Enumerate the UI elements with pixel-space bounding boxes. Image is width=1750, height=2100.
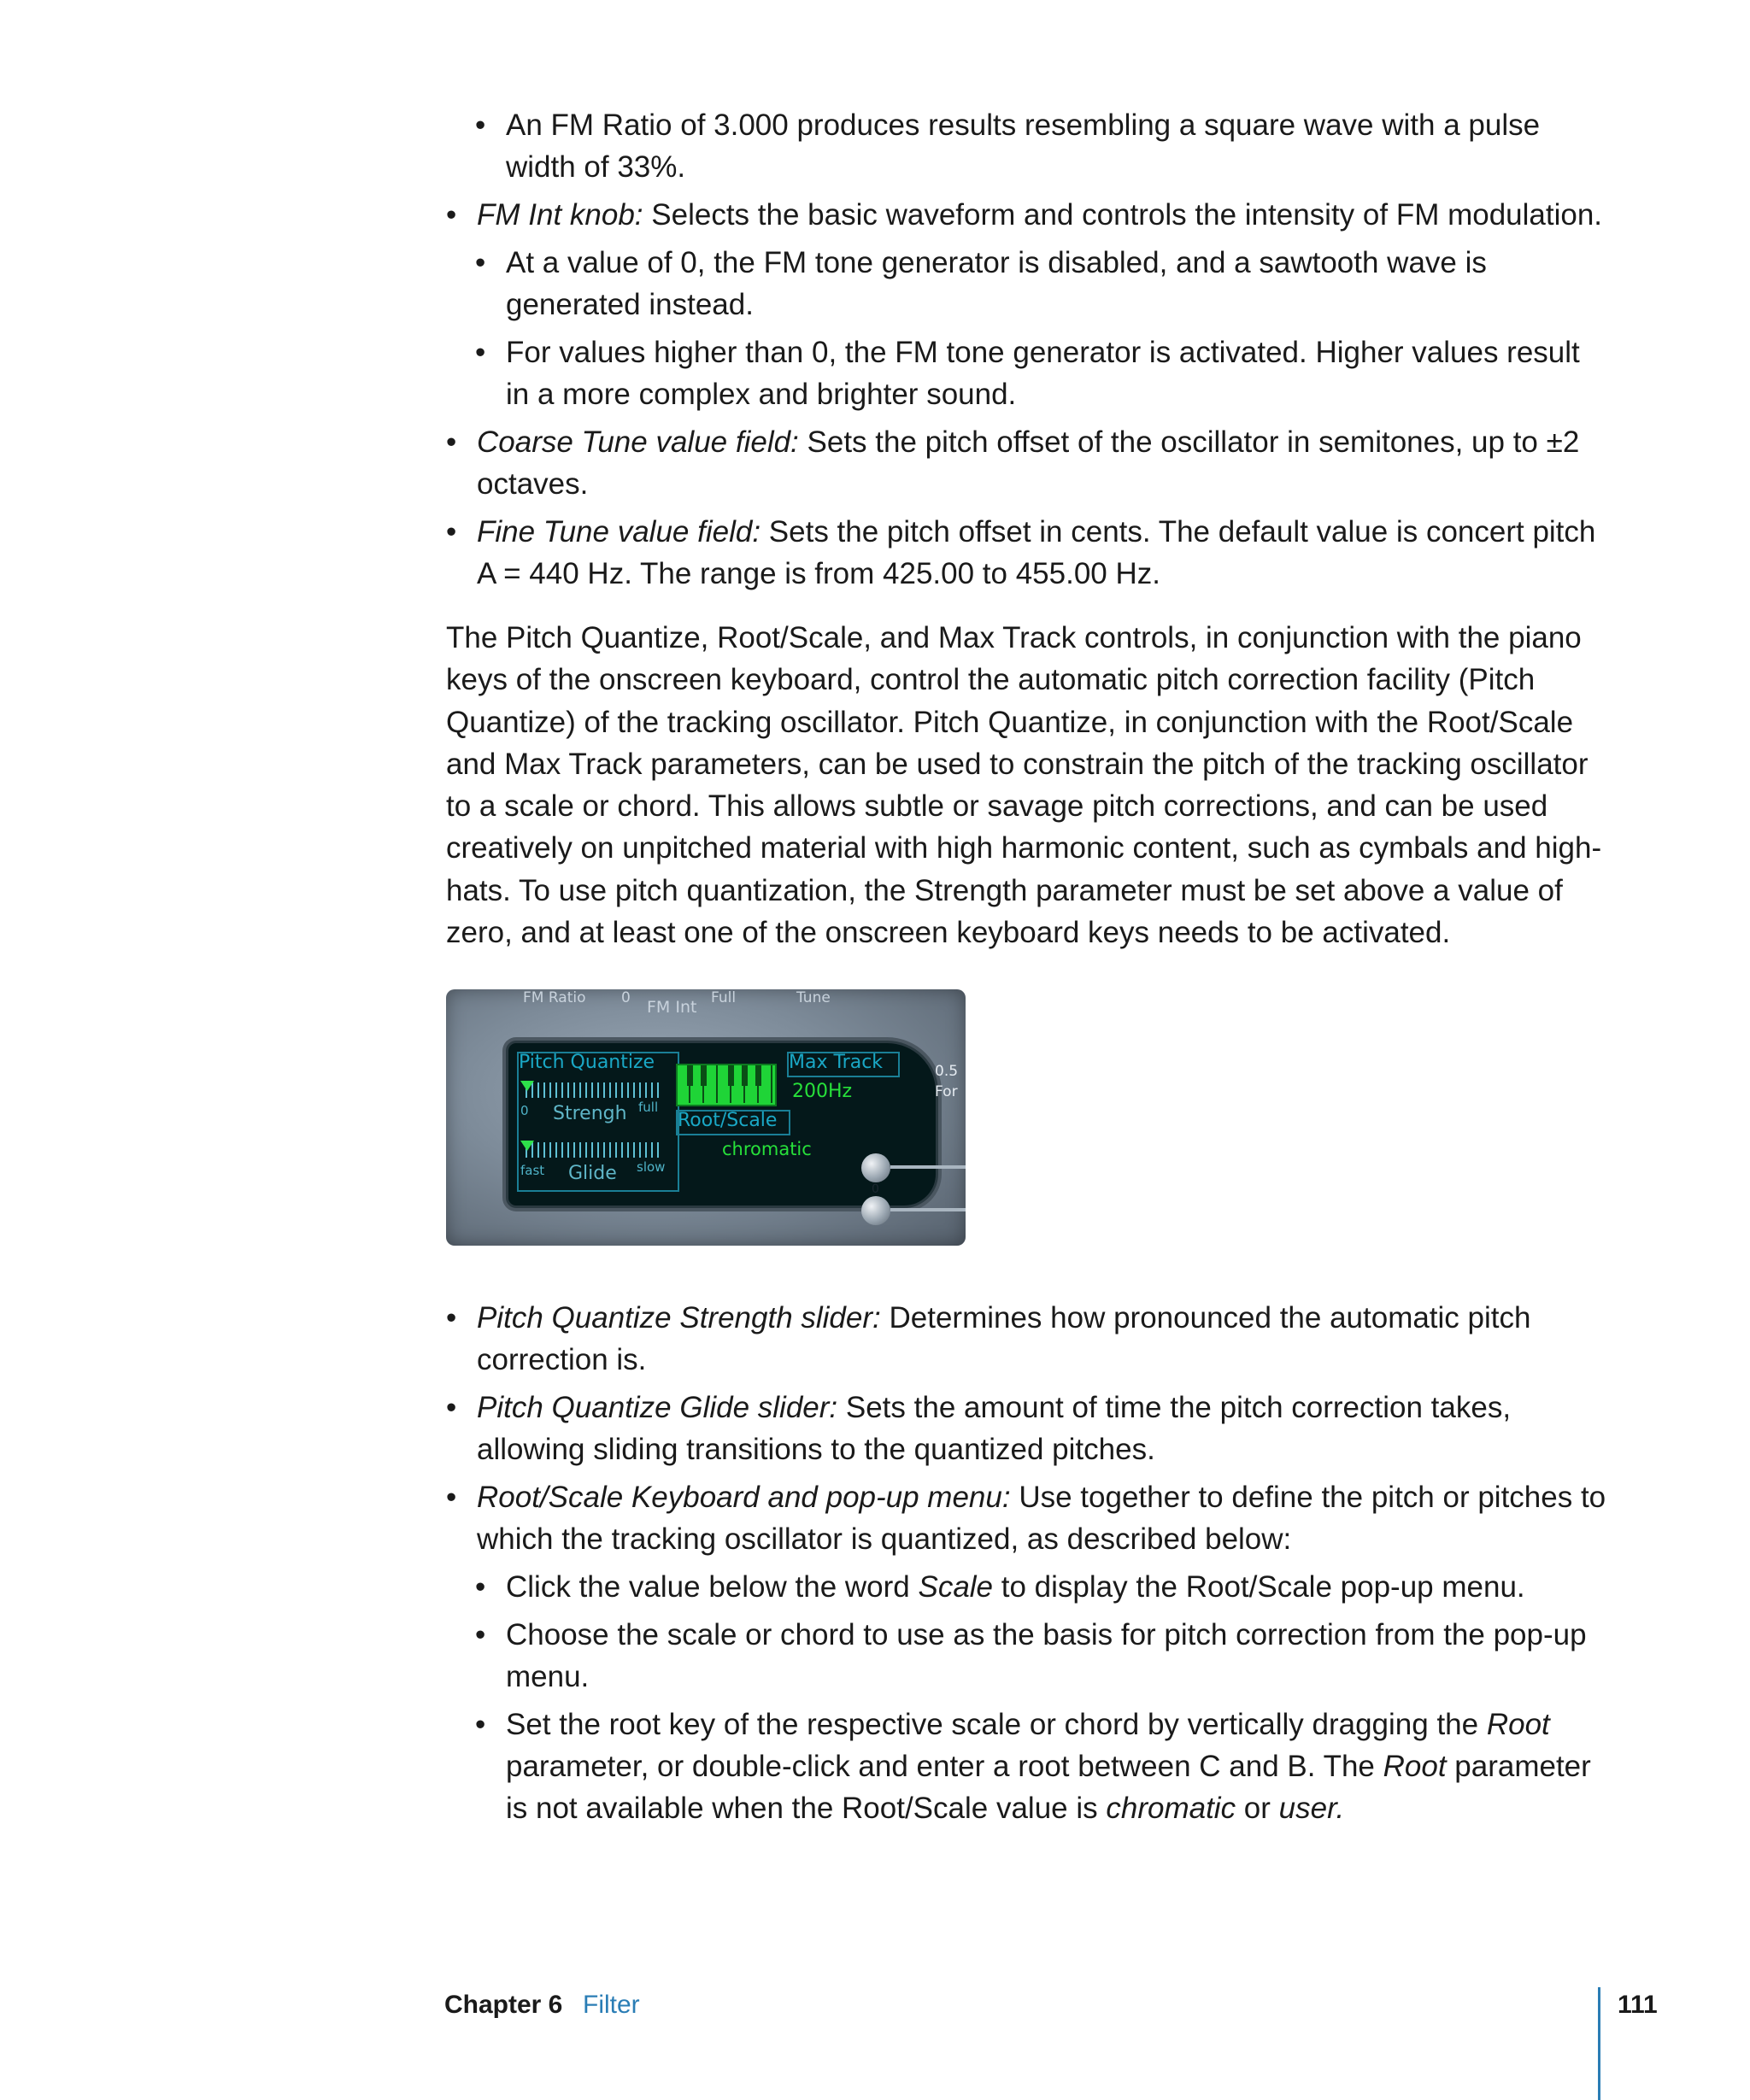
bullet-text: For values higher than 0, the FM tone generator is activated. Higher values result in a more complex and brighter sound. [506, 336, 1580, 411]
footer-chapter: Chapter 6 [444, 1991, 563, 2019]
fm-ratio-label: FM Ratio [523, 989, 586, 1007]
glide-slider-handle[interactable] [520, 1141, 534, 1151]
bullet-marker: • [446, 515, 457, 548]
bullet-term: Pitch Quantize Strength slider: [477, 1301, 881, 1335]
bullet-text: Click the value below the word [506, 1570, 919, 1604]
bullet-item [446, 1297, 1608, 1381]
bullet-term: Pitch Quantize Glide slider: [477, 1391, 838, 1425]
bullet-italic-text: chromatic [1106, 1792, 1236, 1826]
black-key[interactable] [742, 1065, 748, 1086]
white-key[interactable] [705, 1065, 718, 1103]
white-key[interactable] [760, 1065, 772, 1103]
body-paragraph: The Pitch Quantize, Root/Scale, and Max Track controls, in conjunction with the piano keys of the onscreen keyboard, control the automatic pitch correction facility (Pitch Quantize) of the tracking oscillator. Pitch Quantize, in conjunction with the Root/Scale and Max Track parameters, can be used to constrain the pitch of the tracking oscillator to a scale or chord. This allows subtle or savage pitch corrections, and can be used creatively on unpitched material with high harmonic content, such as cymbals and high-hats. To use pitch quantization, the Strength parameter must be set above a value of zero, and at least one of the onscreen keyboard keys needs to be activated. [446, 621, 1602, 950]
knob-label: 0 [872, 1182, 879, 1197]
glide-min-label: fast [520, 1163, 545, 1179]
bullet-text: Determines how pronounced the automatic pitch correction is. [477, 1301, 1531, 1377]
bullet-list-top [446, 104, 1608, 595]
strength-slider-handle[interactable] [520, 1081, 534, 1091]
bullet-text: Set the root key of the respective scale or chord by vertically dragging the [506, 1708, 1487, 1742]
bullet-marker: • [475, 1570, 486, 1604]
bullet-text: Sets the amount of time the pitch correction takes, allowing sliding transitions to the quantized pitches. [477, 1391, 1512, 1467]
sub-bullet-item [446, 104, 1608, 188]
bullet-item [446, 511, 1608, 595]
glide-max-label: slow [637, 1159, 666, 1176]
bullet-italic-text: Root [1383, 1750, 1447, 1784]
max-track-label: Max Track [789, 1052, 884, 1074]
black-key[interactable] [728, 1065, 734, 1086]
bullet-text: parameter is not available when the Root/Scale value is [506, 1750, 1591, 1826]
knob-lower[interactable] [861, 1196, 890, 1225]
bullet-item [446, 194, 1608, 236]
bullet-text: Selects the basic waveform and controls the intensity of FM modulation. [651, 198, 1603, 232]
bullet-text: At a value of 0, the FM tone generator is disabled, and a sawtooth wave is generated instead. [506, 246, 1487, 321]
bullet-marker: • [475, 336, 486, 369]
bullet-item [446, 1476, 1608, 1560]
black-key[interactable] [687, 1065, 693, 1086]
sub-bullet-item [446, 1704, 1608, 1829]
glide-slider[interactable] [526, 1142, 662, 1158]
connector-line [890, 1165, 966, 1169]
bullet-marker: • [475, 246, 486, 279]
bullet-marker: • [446, 1391, 457, 1425]
sub-bullet-item [446, 1614, 1608, 1698]
bullet-marker: • [446, 1481, 457, 1515]
glide-label: Glide [568, 1163, 617, 1185]
strength-slider[interactable] [526, 1082, 662, 1098]
bullet-text: Sets the pitch offset of the oscillator in semitones, up to ±2 octaves. [477, 425, 1580, 501]
tune-label: Tune [796, 989, 831, 1007]
sub-bullet-item [446, 331, 1608, 415]
bullet-italic-text: Root [1486, 1708, 1550, 1742]
bullet-text: to display the Root/Scale pop-up menu. [993, 1570, 1525, 1604]
sub-bullet-item [446, 242, 1608, 326]
bullet-text: or [1236, 1792, 1279, 1826]
bullet-term: Coarse Tune value field: [477, 425, 799, 459]
bullet-text: parameter, or double-click and enter a root between C and B. The [506, 1750, 1383, 1784]
connector-line [890, 1208, 966, 1211]
bullet-text: Use together to define the pitch or pitches to which the tracking oscillator is quantized, as described below: [477, 1481, 1606, 1557]
root-scale-keyboard[interactable] [676, 1064, 777, 1106]
max-track-value[interactable]: 200Hz [792, 1081, 853, 1103]
bullet-term: FM Int knob: [477, 198, 643, 232]
bullet-marker: • [446, 1301, 457, 1335]
bullet-italic-text: user. [1278, 1792, 1345, 1826]
root-scale-value[interactable]: chromatic [722, 1139, 812, 1160]
bullet-marker: • [446, 425, 457, 459]
footer-section-link[interactable]: Filter [583, 1991, 640, 2019]
strength-label: Strengh [553, 1103, 627, 1125]
bullet-text: Sets the pitch offset in cents. The default value is concert pitch A = 440 Hz. The range is from 425.00 to 455.00 Hz. [477, 515, 1596, 590]
fm-int-label: FM Int [647, 998, 697, 1018]
black-key[interactable] [701, 1065, 707, 1086]
footer-divider [1598, 1987, 1600, 2100]
pitch-quantize-panel-screenshot [446, 989, 966, 1246]
fm-int-max-label: Full [711, 989, 737, 1007]
pitch-quantize-label: Pitch Quantize [519, 1052, 655, 1074]
strength-min-label: 0 [520, 1103, 529, 1119]
bullet-list-bottom [446, 1297, 1608, 1829]
bullet-item [446, 1387, 1608, 1470]
bullet-item [446, 421, 1608, 505]
black-key[interactable] [755, 1065, 761, 1086]
sub-bullet-item [446, 1566, 1608, 1608]
bullet-marker: • [446, 198, 457, 232]
root-scale-label: Root/Scale [678, 1110, 778, 1132]
fm-ratio-min-label: 0 [621, 989, 631, 1007]
bullet-term: Fine Tune value field: [477, 515, 761, 548]
page-content [446, 104, 1608, 1835]
page-number: 111 [1618, 1991, 1658, 2019]
right-edge-value: 0.5 [935, 1063, 959, 1081]
bullet-marker: • [475, 109, 486, 142]
bullet-term: Root/Scale Keyboard and pop-up menu: [477, 1481, 1011, 1515]
bullet-marker: • [475, 1708, 486, 1742]
bullet-marker: • [475, 1618, 486, 1652]
bullet-text: Choose the scale or chord to use as the basis for pitch correction from the pop-up menu. [506, 1618, 1587, 1694]
right-edge-label: For [935, 1083, 958, 1101]
bullet-italic-text: Scale [918, 1570, 994, 1604]
strength-max-label: full [638, 1100, 659, 1116]
bullet-text: An FM Ratio of 3.000 produces results resembling a square wave with a pulse width of 33%. [506, 109, 1541, 184]
